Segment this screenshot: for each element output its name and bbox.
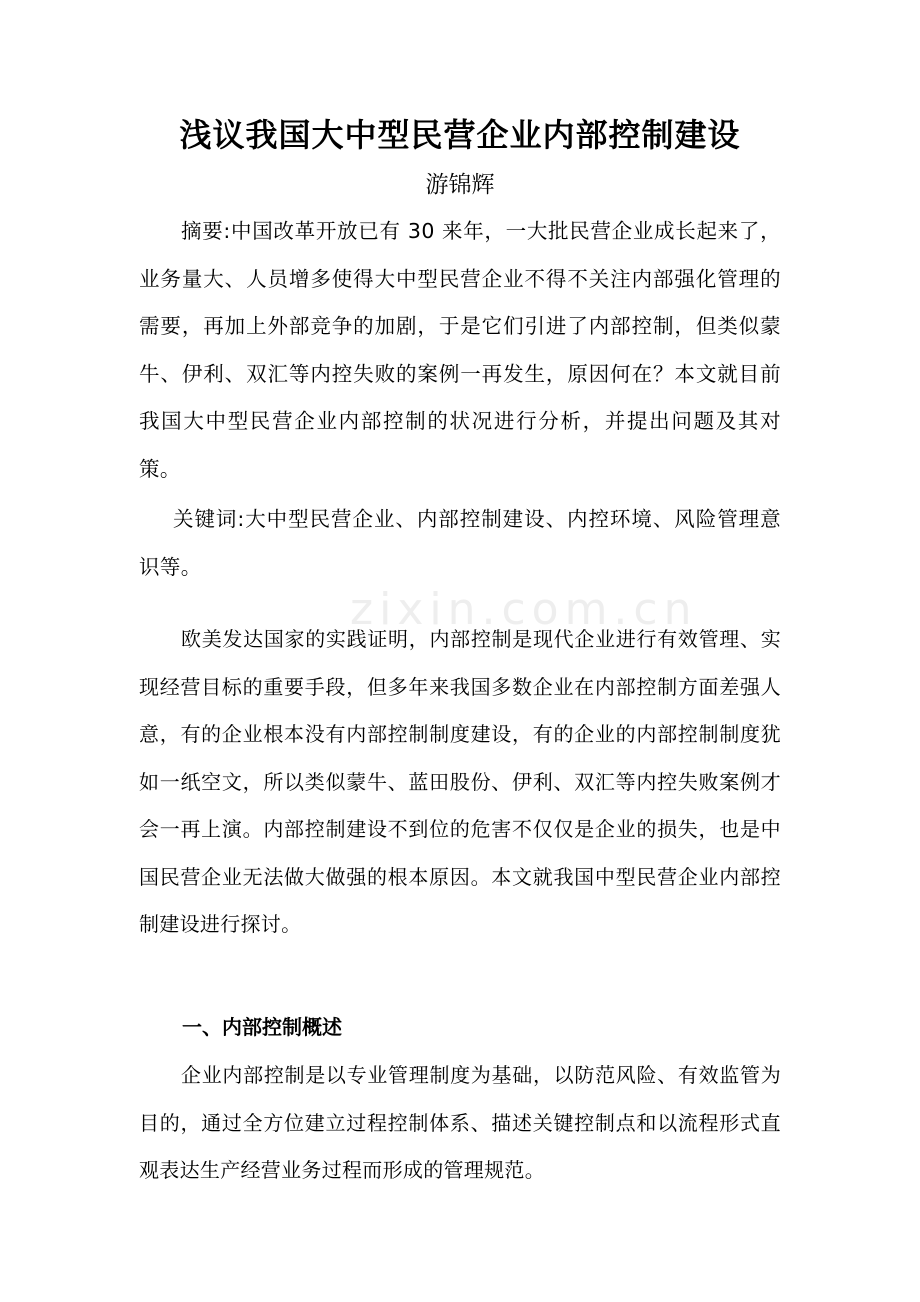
keywords-label: 关键词:	[173, 507, 245, 531]
document-title: 浅议我国大中型民营企业内部控制建设	[179, 116, 741, 154]
section-heading-1: 一、内部控制概述	[182, 1015, 342, 1039]
watermark: zixin.com.cn	[350, 584, 698, 635]
author-name: 游锦辉	[425, 172, 495, 198]
section-1-paragraph: 企业内部控制是以专业管理制度为基础，以防范风险、有效监管为目的，通过全方位建立过程控制体系、描述关键控制点和以流程形式直观表达生产经营业务过程而形成的管理规范。	[139, 1063, 781, 1182]
abstract-label: 摘要:	[181, 219, 231, 243]
abstract-text: 中国改革开放已有 30 来年，一大批民营企业成长起来了，业务量大、人员增多使得大中型民营企业不得不关注内部强化管理的需要，再加上外部竞争的加剧，于是它们引进了内部控制，但类似蒙牛、伊利、双汇等内控失败的案例一再发生，原因何在？本文就目前我国大中型民营企业内部控制的状况进行分析，并提出问题及其对策。	[139, 219, 781, 481]
keywords-text: 大中型民营企业、内部控制建设、内控环境、风险管理意识等。	[139, 507, 781, 579]
intro-paragraph: 欧美发达国家的实践证明，内部控制是现代企业进行有效管理、实现经营目标的重要手段，但多年来我国多数企业在内部控制方面差强人意，有的企业根本没有内部控制制度建设，有的企业的内部控制制度犹如一纸空文，所以类似蒙牛、蓝田股份、伊利、双汇等内控失败案例才会一再上演。内部控制建设不到位的危害不仅仅是企业的损失，也是中国民营企业无法做大做强的根本原因。本文就我国中型民营企业内部控制建设进行探讨。	[139, 627, 781, 936]
keywords-paragraph	[139, 496, 781, 591]
abstract-paragraph	[139, 208, 781, 493]
